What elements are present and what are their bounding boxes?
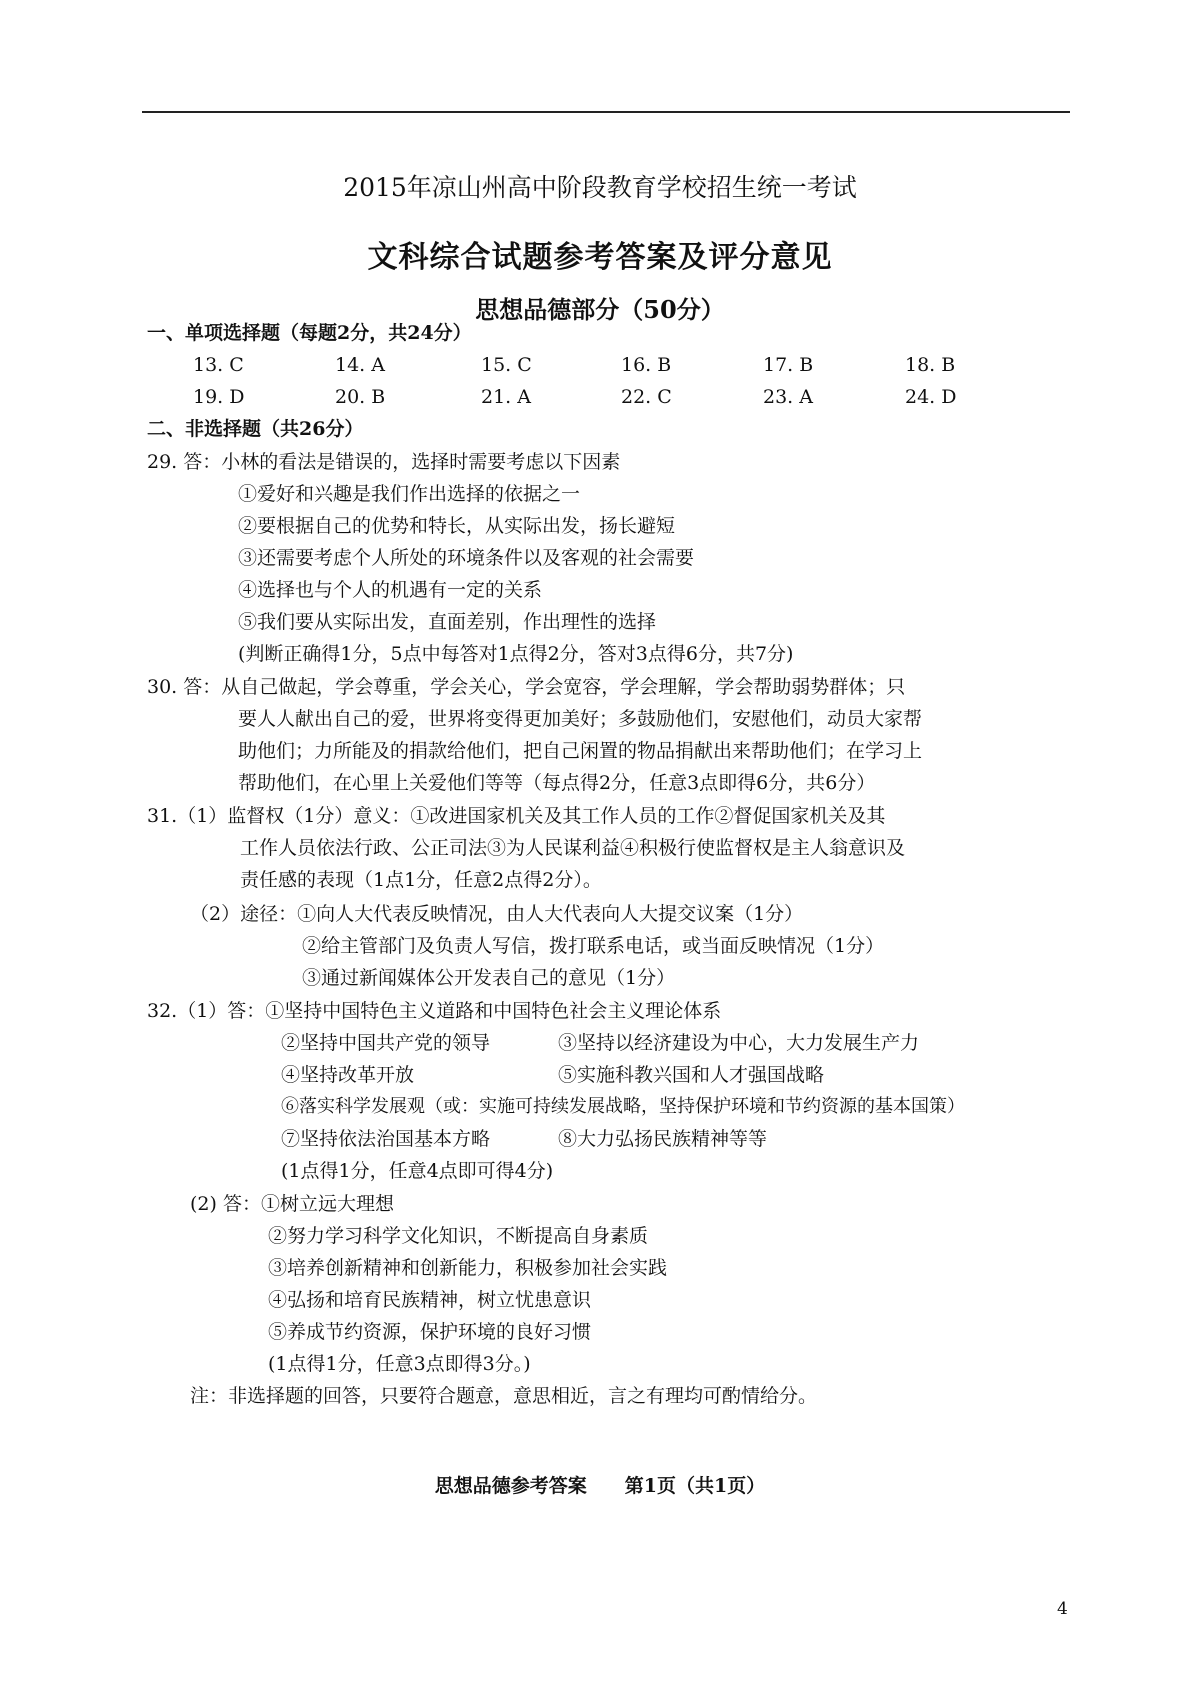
- exam-title: 2015年凉山州高中阶段教育学校招生统一考试: [343, 173, 857, 202]
- q32-line: 32.（1）答：①坚持中国特色主义道路和中国特色社会主义理论体系: [147, 1000, 722, 1022]
- answer-item: 15. C: [481, 354, 532, 376]
- q32-line: ⑧大力弘扬民族精神等等: [558, 1128, 768, 1150]
- q30-line: 助他们；力所能及的捐款给他们，把自己闲置的物品捐献出来帮助他们；在学习上: [238, 740, 923, 762]
- q32-line: (2) 答：①树立远大理想: [190, 1193, 394, 1215]
- top-rule: [142, 111, 1070, 113]
- q32-line: ③培养创新精神和创新能力，积极参加社会实践: [268, 1257, 668, 1279]
- answer-item: 18. B: [905, 354, 956, 376]
- q32-line: ⑥落实科学发展观（或：实施可持续发展战略，坚持保护环境和节约资源的基本国策）: [281, 1096, 965, 1117]
- part2-heading: 二、非选择题（共26分）: [147, 418, 364, 440]
- q30-line: 30. 答：从自己做起，学会尊重，学会关心，学会宽容，学会理解，学会帮助弱势群体；只: [147, 676, 906, 698]
- q31-line: 31.（1）监督权（1分）意义：①改进国家机关及其工作人员的工作②督促国家机关及其: [147, 805, 886, 827]
- q32-line: ②努力学习科学文化知识，不断提高自身素质: [268, 1225, 649, 1247]
- answer-item: 20. B: [335, 386, 386, 408]
- q31-line: ②给主管部门及负责人写信，拨打联系电话，或当面反映情况（1分）: [302, 935, 885, 957]
- answer-item: 22. C: [621, 386, 672, 408]
- q31-line: 工作人员依法行政、公正司法③为人民谋利益④积极行使监督权是主人翁意识及: [240, 837, 906, 859]
- answer-item: 23. A: [763, 386, 813, 408]
- q32-line: ⑤养成节约资源，保护环境的良好习惯: [268, 1321, 592, 1343]
- q31-line: （2）途径：①向人大代表反映情况，由人大代表向人大提交议案（1分）: [190, 903, 804, 925]
- q30-line: 帮助他们，在心里上关爱他们等等（每点得2分，任意3点即得6分，共6分）: [238, 772, 876, 794]
- answer-item: 17. B: [763, 354, 814, 376]
- q32-line: ⑦坚持依法治国基本方略: [281, 1128, 491, 1150]
- q29-line: ③还需要考虑个人所处的环境条件以及客观的社会需要: [238, 547, 695, 569]
- document-title: 文科综合试题参考答案及评分意见: [367, 240, 833, 275]
- page-number: 4: [1057, 1599, 1068, 1619]
- q31-line: ③通过新闻媒体公开发表自己的意见（1分）: [302, 967, 676, 989]
- q32-line: ②坚持中国共产党的领导: [281, 1032, 491, 1054]
- answer-item: 24. D: [905, 386, 957, 408]
- q32-line: ④坚持改革开放: [281, 1064, 415, 1086]
- q29-line: (判断正确得1分，5点中每答对1点得2分，答对3点得6分，共7分): [238, 643, 794, 665]
- scoring-note: 注：非选择题的回答，只要符合题意，意思相近，言之有理均可酌情给分。: [190, 1385, 818, 1407]
- q32-line: ⑤实施科教兴国和人才强国战略: [558, 1064, 825, 1086]
- answer-item: 13. C: [193, 354, 244, 376]
- part1-heading: 一、单项选择题（每题2分，共24分）: [147, 322, 472, 344]
- answer-item: 19. D: [193, 386, 245, 408]
- answer-item: 14. A: [335, 354, 385, 376]
- q32-line: (1点得1分，任意3点即得3分。): [268, 1353, 531, 1375]
- q29-line: ①爱好和兴趣是我们作出选择的依据之一: [238, 483, 581, 505]
- q30-line: 要人人献出自己的爱，世界将变得更加美好；多鼓励他们，安慰他们，动员大家帮: [238, 708, 923, 730]
- q29-line: ②要根据自己的优势和特长，从实际出发，扬长避短: [238, 515, 676, 537]
- q32-line: ③坚持以经济建设为中心，大力发展生产力: [558, 1032, 920, 1054]
- answer-item: 16. B: [621, 354, 672, 376]
- page-footer: 思想品德参考答案 第1页（共1页）: [434, 1475, 766, 1497]
- answer-item: 21. A: [481, 386, 531, 408]
- section-title: 思想品德部分（50分）: [475, 295, 725, 324]
- q32-line: (1点得1分，任意4点即可得4分): [281, 1160, 554, 1182]
- q29-line: 29. 答：小林的看法是错误的，选择时需要考虑以下因素: [147, 451, 621, 473]
- q32-line: ④弘扬和培育民族精神，树立忧患意识: [268, 1289, 592, 1311]
- q29-line: ⑤我们要从实际出发，直面差别，作出理性的选择: [238, 611, 657, 633]
- q29-line: ④选择也与个人的机遇有一定的关系: [238, 579, 543, 601]
- q31-line: 责任感的表现（1点1分，任意2点得2分）。: [240, 869, 602, 891]
